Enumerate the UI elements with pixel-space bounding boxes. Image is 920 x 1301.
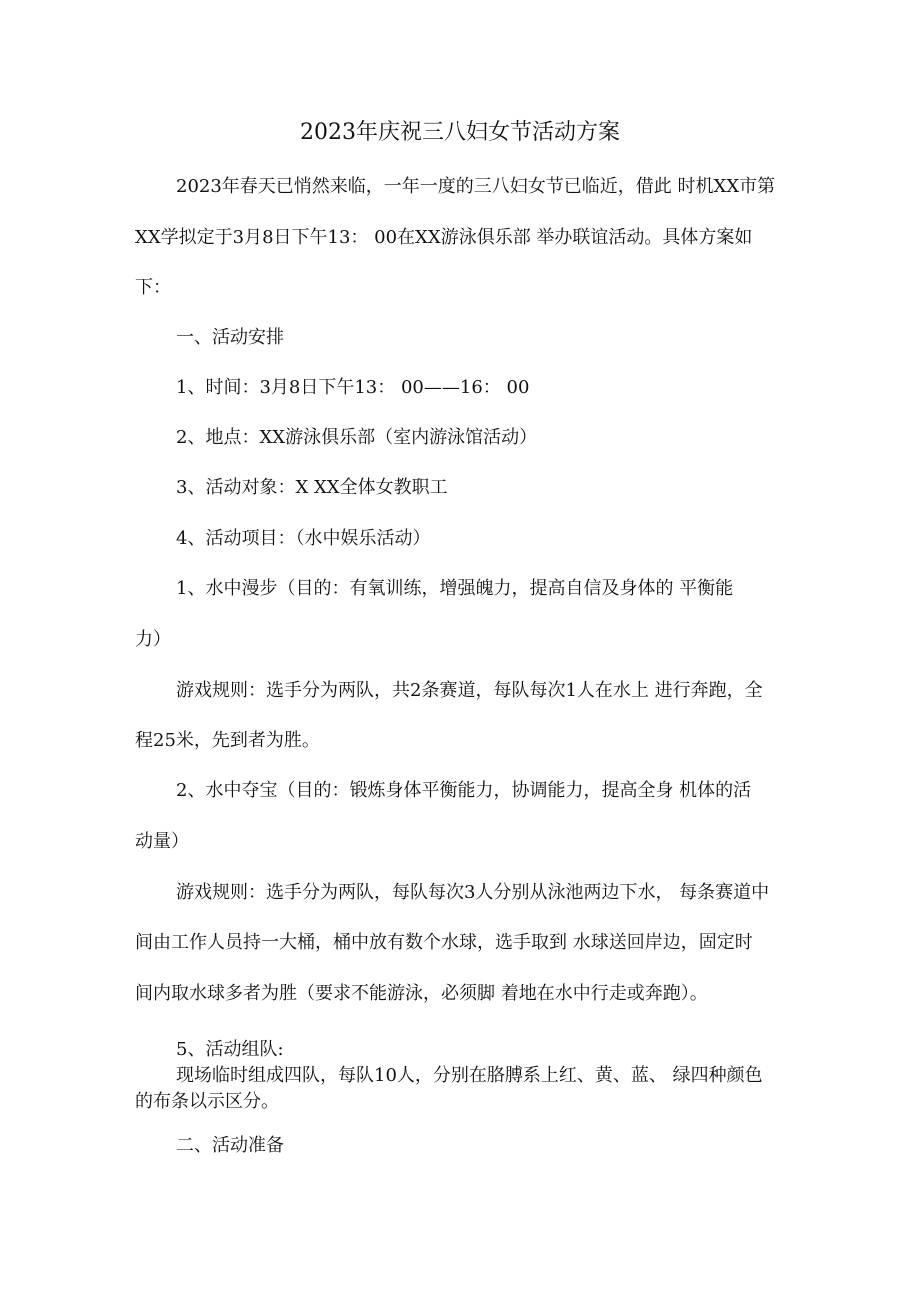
arrangement-location: 2、地点：XX游泳俱乐部（室内游泳馆活动） [176, 427, 538, 448]
team-text-line-2: 的布条以示区分。 [135, 1091, 279, 1112]
arrangement-time: 1、时间：3月8日下午13： 00——16： 00 [176, 377, 530, 398]
team-heading: 5、活动组队: [176, 1039, 284, 1060]
document-title: 2023年庆祝三八妇女节活动方案 [300, 120, 620, 145]
item1-rules-line-2: 程25米，先到者为胜。 [135, 730, 320, 751]
item2-line-1: 2、水中夺宝（目的：锻炼身体平衡能力，协调能力，提高全身 机体的活 [176, 780, 752, 801]
item1-line-1: 1、水中漫步（目的：有氧训练，增强魄力，提高自信及身体的 平衡能 [176, 578, 734, 599]
item1-rules-line-1: 游戏规则：选手分为两队，共2条赛道，每队每次1人在水上 进行奔跑，全 [176, 680, 763, 701]
team-text-line-1: 现场临时组成四队，每队10人，分别在胳膊系上红、黄、蓝、 绿四种颜色 [176, 1065, 763, 1086]
item2-rules-line-2: 间由工作人员持一大桶，桶中放有数个水球，选手取到 水球送回岸边，固定时 [135, 932, 753, 953]
item2-line-2: 动量） [135, 831, 189, 852]
intro-line-2: XX学拟定于3月8日下午13： 00在XX游泳俱乐部 举办联谊活动。具体方案如 [135, 227, 753, 248]
arrangement-items: 4、活动项目：（水中娱乐活动） [176, 528, 431, 549]
section-heading-arrangement: 一、活动安排 [176, 327, 284, 348]
intro-line-1: 2023年春天已悄然来临，一年一度的三八妇女节已临近，借此 时机XX市第 [176, 176, 776, 197]
section-heading-preparation: 二、活动准备 [176, 1135, 284, 1156]
arrangement-audience: 3、活动对象：X XX全体女教职工 [176, 477, 448, 498]
item2-rules-line-1: 游戏规则：选手分为两队，每队每次3人分别从泳池两边下水， 每条赛道中 [176, 882, 770, 903]
item1-line-2: 力） [135, 629, 171, 650]
intro-line-3: 下： [135, 277, 171, 298]
item2-rules-line-3: 间内取水球多者为胜（要求不能游泳，必须脚 着地在水中行走或奔跑）。 [135, 983, 708, 1004]
